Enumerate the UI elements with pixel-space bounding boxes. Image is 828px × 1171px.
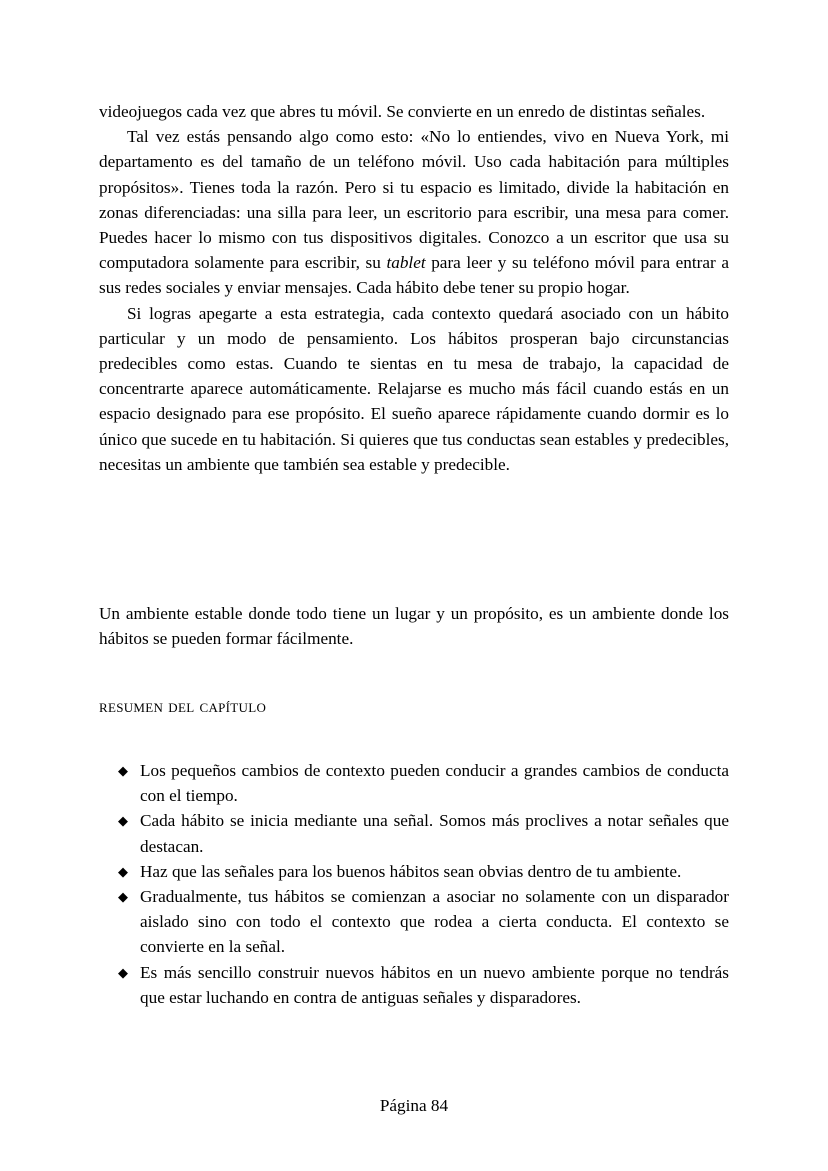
section-heading-resumen: resumen del capítulo [99,696,267,717]
body-text-block [99,99,729,477]
list-item [118,859,729,884]
chapter-summary-list [118,758,729,1010]
callout-text: Un ambiente estable donde todo tiene un lugar y un propósito, es un ambiente donde los hábitos se pueden formar fácilmente. [99,604,729,649]
paragraph-nueva-york [99,124,729,300]
list-item [118,884,729,960]
diamond-bullet-icon: ◆ [118,813,128,829]
list-item-text: Gradualmente, tus hábitos se comienzan a asociar no solamente con un disparador aislado sino con todo el contexto que rodea a cierta conducta. El contexto se convierte en la señal. [140,887,729,957]
page-number-footer: Página 84 [379,1096,449,1115]
italic-term-tablet: tablet [386,253,426,273]
list-item-text: Los pequeños cambios de contexto pueden conducir a grandes cambios de conducta con el tiempo. [140,761,729,806]
diamond-bullet-icon: ◆ [118,763,128,778]
list-item [118,808,729,858]
list-item [118,960,729,1010]
list-item-text: Haz que las señales para los buenos hábitos sean obvias dentro de tu ambiente. [140,861,682,881]
diamond-bullet-icon: ◆ [118,889,128,905]
paragraph-estrategia: Si logras apegarte a esta estrategia, cada contexto quedará asociado con un hábito particular y un modo de pensamiento. Los hábitos prosperan bajo circunstancias predecibles como estas. Cuando te sientas en tu mesa de trabajo, la capacidad de concentrarte aparece automáticamente. Relajarse es mucho más fácil cuando estás en un espacio designado para ese propósito. El sueño aparece rápidamente cuando dormir es lo único que sucede en tu habitación. Si quieres que tus conductas sean estables y predecibles, necesitas un ambiente que también sea estable y predecible. [99,303,729,474]
list-item-text: Cada hábito se inicia mediante una señal. Somos más proclives a notar señales que destacan. [140,811,729,856]
paragraph-text-after-italic: para leer y su teléfono móvil para entrar a sus redes sociales y enviar mensajes. Cada hábito debe tener su propio hogar. [99,253,729,298]
diamond-bullet-icon: ◆ [118,863,128,879]
paragraph-text-before-italic: Tal vez estás pensando algo como esto: «No lo entiendes, vivo en Nueva York, mi departamento es del tamaño de un teléfono móvil. Uso cada habitación para múltiples propósitos». Tienes toda la razón. Pero si tu espacio es limitado, divide la habitación en zonas diferenciadas: una silla para leer, un escritorio para escribir, una mesa para comer. Puedes hacer lo mismo con tus dispositivos digitales. Conozco a un escritor que usa su computadora solamente para escribir, su [99,127,729,273]
paragraph-continuation: videojuegos cada vez que abres tu móvil. Se convierte en un enredo de distintas señales. [99,102,706,121]
callout-block [99,601,729,651]
diamond-bullet-icon: ◆ [118,964,128,980]
list-item [118,758,729,808]
list-item-text: Es más sencillo construir nuevos hábitos en un nuevo ambiente porque no tendrás que estar luchando en contra de antiguas señales y disparadores. [140,962,729,1007]
